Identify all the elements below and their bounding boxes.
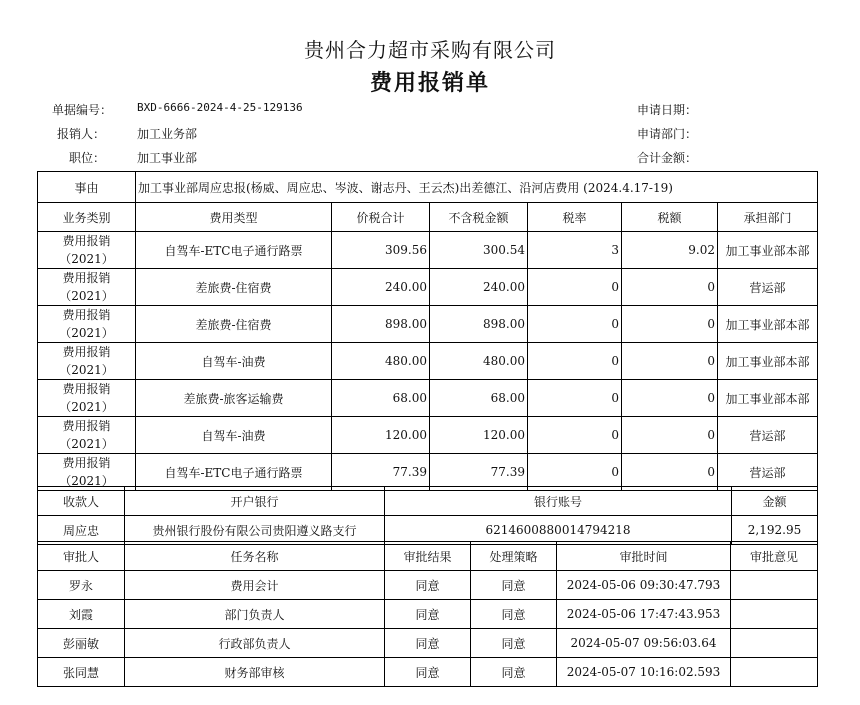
item-dept: 加工事业部本部 <box>718 343 818 380</box>
item-category: 费用报销（2021） <box>38 454 136 491</box>
approval-time: 2024-05-06 17:47:43.953 <box>557 600 731 629</box>
approval-approver: 彭丽敏 <box>38 629 125 658</box>
item-total: 240.00 <box>332 269 430 306</box>
item-type: 自驾车-ETC电子通行路票 <box>136 232 332 269</box>
approval-strategy: 同意 <box>471 629 557 658</box>
approval-header-task: 任务名称 <box>125 542 385 571</box>
approval-result: 同意 <box>385 571 471 600</box>
item-category: 费用报销（2021） <box>38 269 136 306</box>
approval-header-time: 审批时间 <box>557 542 731 571</box>
approval-opinion <box>731 629 818 658</box>
header-total: 价税合计 <box>332 203 430 232</box>
items-header-row <box>38 203 818 232</box>
item-total: 898.00 <box>332 306 430 343</box>
item-net: 68.00 <box>430 380 528 417</box>
approval-task: 行政部负责人 <box>125 629 385 658</box>
item-tax: 0 <box>622 269 718 306</box>
item-net: 120.00 <box>430 417 528 454</box>
item-type: 自驾车-油费 <box>136 417 332 454</box>
item-rate: 0 <box>528 380 622 417</box>
approval-task: 财务部审核 <box>125 658 385 687</box>
approval-result: 同意 <box>385 658 471 687</box>
approval-opinion <box>731 658 818 687</box>
item-dept: 营运部 <box>718 454 818 491</box>
applicant-value: 加工业务部 <box>137 127 198 141</box>
approval-approver: 罗永 <box>38 571 125 600</box>
total-label: 合计金额： <box>637 151 698 165</box>
item-category: 费用报销（2021） <box>38 417 136 454</box>
item-net: 77.39 <box>430 454 528 491</box>
approval-time: 2024-05-07 10:16:02.593 <box>557 658 731 687</box>
header-category: 业务类别 <box>38 203 136 232</box>
approval-header-opinion: 审批意见 <box>731 542 818 571</box>
approval-strategy: 同意 <box>471 600 557 629</box>
item-total: 480.00 <box>332 343 430 380</box>
item-category: 费用报销（2021） <box>38 343 136 380</box>
item-category: 费用报销（2021） <box>38 380 136 417</box>
item-rate: 0 <box>528 269 622 306</box>
payee-account: 6214600880014794218 <box>385 516 732 545</box>
item-type: 差旅费-旅客运输费 <box>136 380 332 417</box>
payee-header-row <box>38 487 818 516</box>
table-row <box>38 571 818 600</box>
item-tax: 0 <box>622 306 718 343</box>
approval-task: 部门负责人 <box>125 600 385 629</box>
item-total: 77.39 <box>332 454 430 491</box>
approval-header-strategy: 处理策略 <box>471 542 557 571</box>
item-dept: 加工事业部本部 <box>718 306 818 343</box>
approval-approver: 刘霞 <box>38 600 125 629</box>
doc-no-label: 单据编号： <box>51 103 112 117</box>
meta-row-position <box>0 149 860 167</box>
payee-header-amount: 金额 <box>732 487 818 516</box>
applicant-label: 报销人： <box>56 127 105 141</box>
company-name: 贵州合力超市采购有限公司 <box>304 38 556 62</box>
table-row <box>38 417 818 454</box>
item-type: 差旅费-住宿费 <box>136 269 332 306</box>
approval-header-approver: 审批人 <box>38 542 125 571</box>
position-label: 职位： <box>68 151 105 165</box>
payee-bank: 贵州银行股份有限公司贵阳遵义路支行 <box>125 516 385 545</box>
header-dept: 承担部门 <box>718 203 818 232</box>
item-rate: 0 <box>528 306 622 343</box>
table-row <box>38 306 818 343</box>
meta-row-doc-no <box>0 101 860 119</box>
reason-text: 加工事业部周应忠报(杨威、周应忠、岑波、谢志丹、王云杰)出差德江、沿河店费用 (2024.4.17-19) <box>136 172 818 203</box>
payee-header-bank: 开户银行 <box>125 487 385 516</box>
apply-date-label: 申请日期： <box>637 103 698 117</box>
meta-row-applicant <box>0 125 860 143</box>
item-type: 差旅费-住宿费 <box>136 306 332 343</box>
doc-no-value: BXD-6666-2024-4-25-129136 <box>137 101 303 114</box>
approval-result: 同意 <box>385 629 471 658</box>
approval-table <box>37 541 818 687</box>
item-type: 自驾车-ETC电子通行路票 <box>136 454 332 491</box>
table-row <box>38 600 818 629</box>
item-type: 自驾车-油费 <box>136 343 332 380</box>
reason-row <box>38 172 818 203</box>
approval-strategy: 同意 <box>471 658 557 687</box>
approval-header-result: 审批结果 <box>385 542 471 571</box>
expense-items-table <box>37 171 818 491</box>
payee-name: 周应忠 <box>38 516 125 545</box>
item-category: 费用报销（2021） <box>38 306 136 343</box>
table-row <box>38 343 818 380</box>
approval-time: 2024-05-06 09:30:47.793 <box>557 571 731 600</box>
table-row <box>38 629 818 658</box>
table-row <box>38 658 818 687</box>
item-rate: 3 <box>528 232 622 269</box>
item-total: 309.56 <box>332 232 430 269</box>
approval-time: 2024-05-07 09:56:03.64 <box>557 629 731 658</box>
payee-table <box>37 486 818 545</box>
table-row <box>38 232 818 269</box>
item-category: 费用报销（2021） <box>38 232 136 269</box>
payee-amount: 2,192.95 <box>732 516 818 545</box>
item-tax: 9.02 <box>622 232 718 269</box>
item-net: 480.00 <box>430 343 528 380</box>
item-total: 120.00 <box>332 417 430 454</box>
apply-dept-label: 申请部门： <box>637 127 698 141</box>
position-value: 加工事业部 <box>137 151 198 165</box>
approval-approver: 张同慧 <box>38 658 125 687</box>
header-rate: 税率 <box>528 203 622 232</box>
header-type: 费用类型 <box>136 203 332 232</box>
approval-strategy: 同意 <box>471 571 557 600</box>
item-net: 300.54 <box>430 232 528 269</box>
payee-header-account: 银行账号 <box>385 487 732 516</box>
approval-opinion <box>731 600 818 629</box>
item-dept: 营运部 <box>718 269 818 306</box>
approval-header-row <box>38 542 818 571</box>
reason-label: 事由 <box>38 172 136 203</box>
item-tax: 0 <box>622 380 718 417</box>
item-total: 68.00 <box>332 380 430 417</box>
payee-header-name: 收款人 <box>38 487 125 516</box>
item-dept: 营运部 <box>718 417 818 454</box>
table-row <box>38 269 818 306</box>
table-row <box>38 454 818 491</box>
header-net: 不含税金额 <box>430 203 528 232</box>
item-tax: 0 <box>622 417 718 454</box>
item-rate: 0 <box>528 343 622 380</box>
item-rate: 0 <box>528 454 622 491</box>
item-rate: 0 <box>528 417 622 454</box>
approval-opinion <box>731 571 818 600</box>
header-tax: 税额 <box>622 203 718 232</box>
item-dept: 加工事业部本部 <box>718 232 818 269</box>
form-title: 费用报销单 <box>369 70 490 96</box>
item-dept: 加工事业部本部 <box>718 380 818 417</box>
item-tax: 0 <box>622 454 718 491</box>
item-net: 240.00 <box>430 269 528 306</box>
approval-task: 费用会计 <box>125 571 385 600</box>
item-net: 898.00 <box>430 306 528 343</box>
approval-result: 同意 <box>385 600 471 629</box>
table-row <box>38 380 818 417</box>
item-tax: 0 <box>622 343 718 380</box>
